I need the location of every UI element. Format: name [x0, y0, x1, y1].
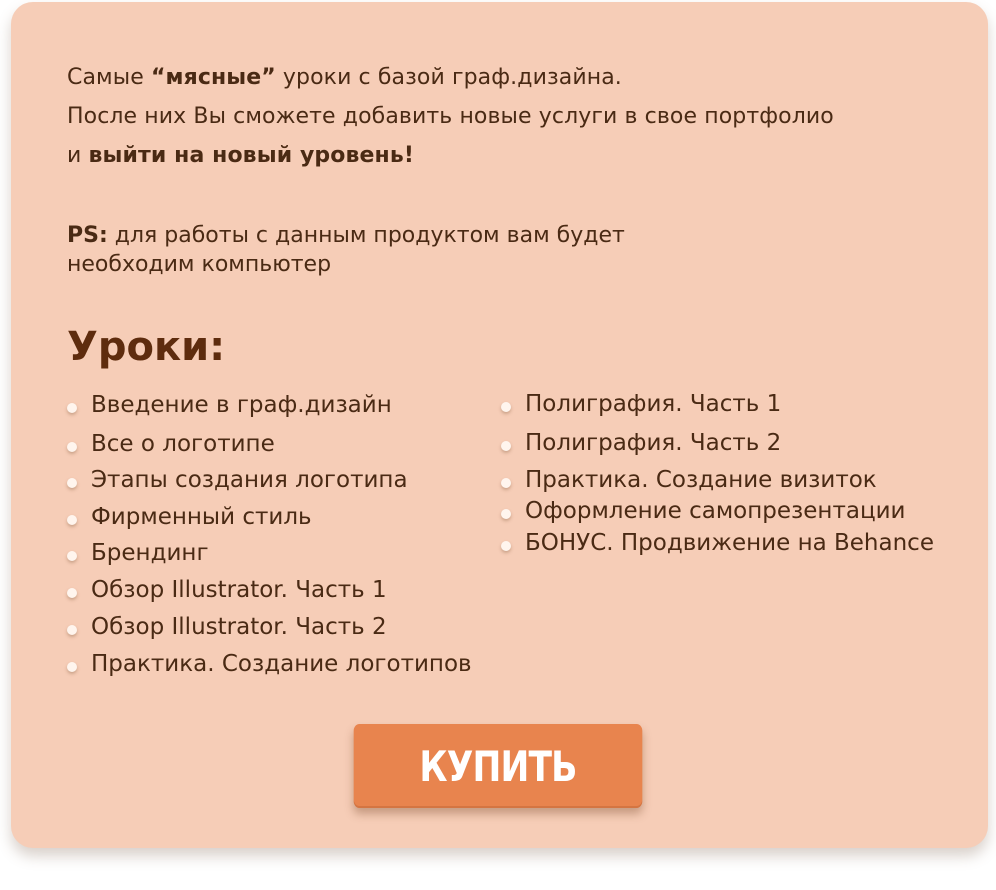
ps-text: для работы с данным продуктом вам будет [107, 223, 625, 248]
lesson-title: Практика. Создание визиток [525, 467, 877, 493]
lesson-title: Брендинг [91, 540, 209, 566]
intro-line-3-start: и [67, 143, 89, 168]
ps-line-2: необходим компьютер [67, 252, 332, 277]
bullet-icon [501, 402, 511, 412]
lesson-title: Фирменный стиль [91, 504, 312, 530]
lesson-title: Обзор Illustrator. Часть 2 [91, 614, 387, 640]
bullet-icon [67, 551, 77, 561]
intro-line-2: После них Вы сможете добавить новые услуги в свое портфолио [67, 104, 834, 129]
product-card [11, 2, 988, 848]
intro-line-3 [67, 136, 834, 175]
ps-line-1 [67, 221, 625, 250]
bullet-icon [501, 441, 511, 451]
intro-highlight-meaty: “мясные” [150, 65, 276, 90]
lesson-item [67, 538, 209, 568]
bullet-icon [67, 662, 77, 672]
bullet-icon [67, 625, 77, 635]
lesson-title: Оформление самопрезентации [525, 498, 906, 524]
intro-text [67, 58, 834, 175]
lesson-item [501, 465, 877, 495]
intro-line-1 [67, 58, 834, 97]
lesson-title: Этапы создания логотипа [91, 467, 408, 493]
lesson-item [67, 465, 408, 495]
lesson-item [67, 612, 387, 642]
bullet-icon [501, 509, 511, 519]
lesson-item [67, 575, 387, 605]
lesson-item [501, 389, 781, 419]
intro-line-1-end: уроки с базой граф.дизайна. [275, 65, 622, 90]
bullet-icon [67, 588, 77, 598]
lesson-title: Практика. Создание логотипов [91, 651, 472, 677]
bullet-icon [67, 442, 77, 452]
ps-label: PS: [67, 223, 108, 248]
bullet-icon [67, 478, 77, 488]
buy-button[interactable]: КУПИТЬ [354, 724, 643, 808]
ps-note [67, 221, 625, 279]
lesson-title: Полиграфия. Часть 2 [525, 430, 782, 456]
lesson-item [501, 496, 906, 526]
lesson-title: Все о логотипе [91, 431, 275, 457]
intro-highlight-new-level: выйти на новый уровень! [88, 143, 414, 168]
lesson-item [501, 528, 934, 558]
intro-line-1-start: Самые [67, 65, 151, 90]
lessons-heading: Уроки: [67, 324, 226, 370]
lesson-title: Обзор Illustrator. Часть 1 [91, 577, 387, 603]
lesson-title: БОНУС. Продвижение на Behance [525, 530, 934, 556]
lesson-item [67, 502, 312, 532]
bullet-icon [67, 403, 77, 413]
bullet-icon [67, 515, 77, 525]
lesson-title: Введение в граф.дизайн [91, 392, 392, 418]
lesson-item [67, 429, 275, 459]
lesson-item [67, 390, 392, 420]
bullet-icon [501, 478, 511, 488]
lesson-item [67, 649, 472, 679]
bullet-icon [501, 541, 511, 551]
lesson-title: Полиграфия. Часть 1 [525, 391, 782, 417]
lesson-item [501, 428, 781, 458]
